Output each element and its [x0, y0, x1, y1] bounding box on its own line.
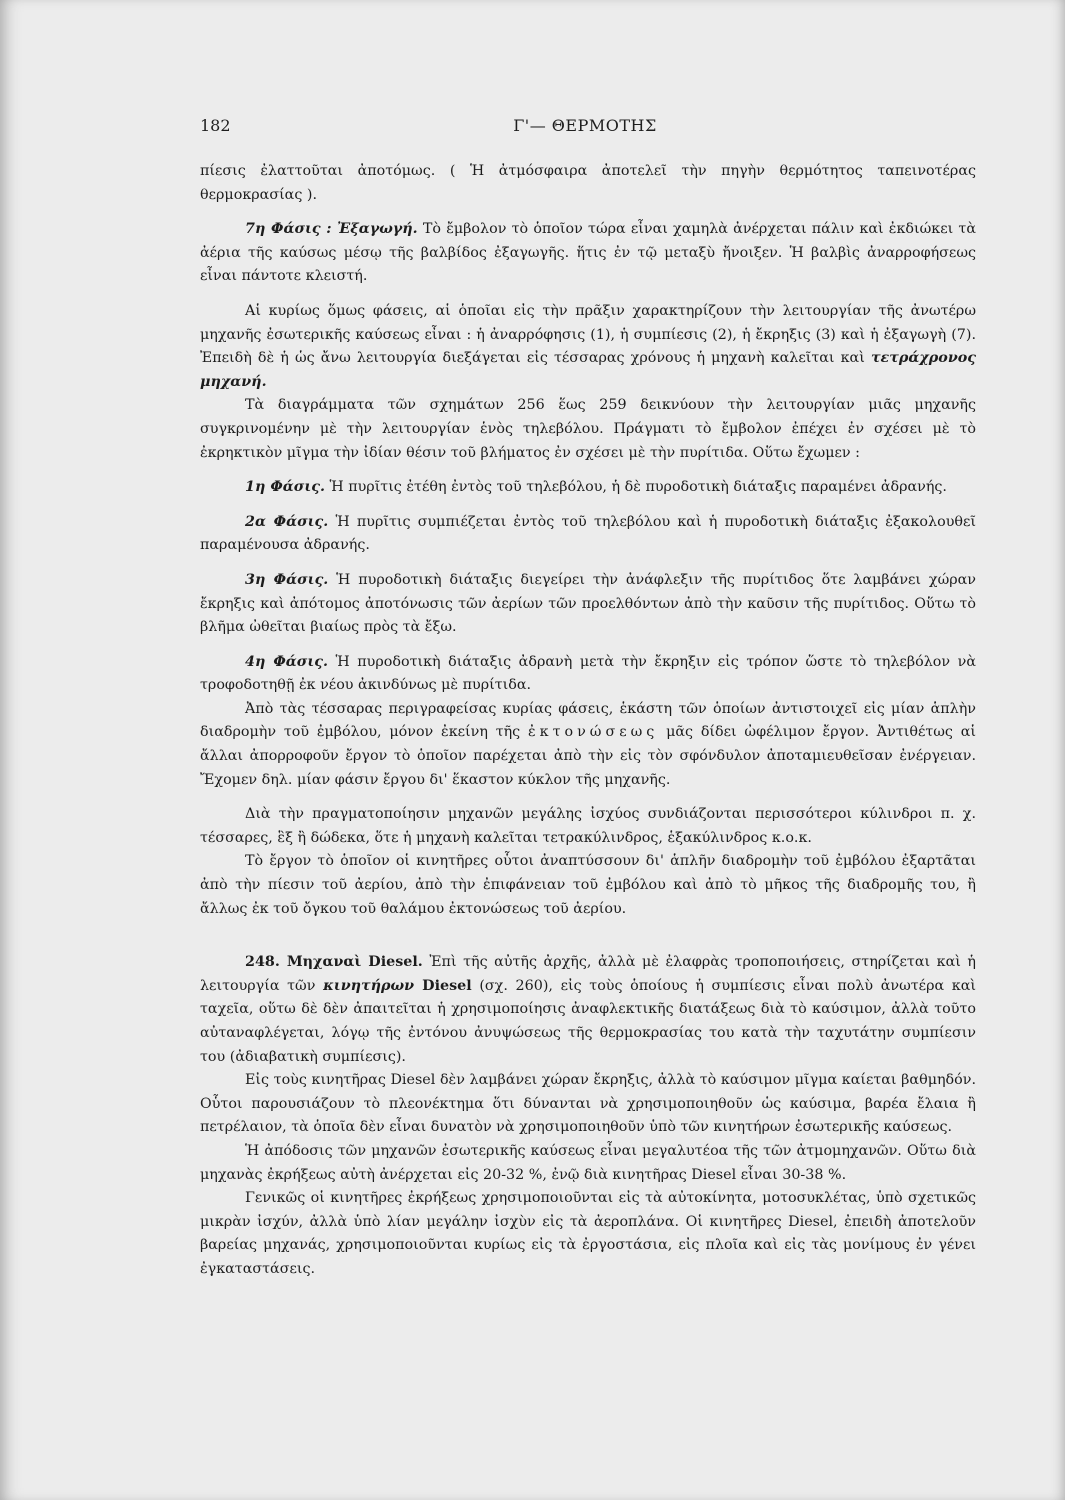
- paragraph-text: Ἡ πυροδοτικὴ διάταξις ἀδρανὴ μετὰ τὴν ἔκρηξιν εἰς τρόπον ὥστε τὸ τηλεβόλον νὰ τροφοδοτηθῇ ἐκ νέου ἀκινδύνως μὲ πυρίτιδα.: [200, 653, 976, 694]
- spaced-emphasis: ἐκτονώσεως: [527, 724, 659, 741]
- paragraph-text: Τὰ διαγράμματα τῶν σχημάτων 256 ἕως 259 δεικνύουν τὴν λειτουργίαν μιᾶς μηχανῆς συγκρινομένην μὲ τὴν λειτουργίαν ἑνὸς τηλεβόλου. Πράγματι τὸ ἔμβολον ἐπέχει ἐν σχέσει μὲ τὸ ἐκρηκτικὸν μῖγμα τὴν ἰδίαν θέσιν τοῦ βλήματος ἐν σχέσει μὲ τὴν πυρίτιδα. Οὕτω ἔχωμεν :: [200, 397, 976, 461]
- phase-heading: 2α Φάσις.: [245, 513, 329, 530]
- phase-heading: 7η Φάσις : Ἐξαγωγή.: [245, 221, 418, 238]
- paragraph: [200, 300, 976, 394]
- paragraph-text: Ἀπὸ τὰς τέσσαρας περιγραφείσας κυρίας φάσεις, ἑκάστη τῶν ὁποίων ἀντιστοιχεῖ εἰς μίαν ἁπλὴν διαδρομὴν τοῦ ἐμβόλου, μόνον ἐκείνη τῆς: [200, 700, 976, 741]
- paragraph-text: Γενικῶς οἱ κινητῆρες ἐκρήξεως χρησιμοποιοῦνται εἰς τὰ αὐτοκίνητα, μοτοσυκλέτας, ὑπὸ σχετικῶς μικρὰν ἰσχύν, ἀλλὰ ὑπὸ λίαν μεγάλην ἰσχὺν εἰς τὰ ἀεροπλάνα. Οἱ κινητῆρες Diesel, ἐπειδὴ ἀποτελοῦν βαρείας μηχανάς, χρησιμοποιοῦνται κυρίως εἰς τὰ ἐργοστάσια, εἰς πλοῖα καὶ εἰς τὰς μονίμους ἐν γένει ἐγκαταστάσεις.: [200, 1190, 976, 1277]
- paragraph: [200, 1069, 976, 1140]
- paragraph-text: πίεσις ἐλαττοῦται ἀποτόμως. ( Ἡ ἀτμόσφαιρα ἀποτελεῖ τὴν πηγὴν θερμότητος ταπεινοτέρας θερμοκρασίας ).: [200, 163, 976, 203]
- paragraph-text: μᾶς δίδει ὠφέλιμον ἔργον. Ἀντιθέτως αἱ ἄλλαι ἀπορροφοῦν ἔργον τὸ ὁποῖον παρέχεται ἀπὸ τὴν εἰς τὸν σφόνδυλον ἀποταμιευθεῖσαν ἐνέργειαν. Ἔχομεν δηλ. μίαν φάσιν ἔργου δι' ἕκαστον κύκλον τῆς μηχανῆς.: [200, 724, 976, 788]
- paragraph: [200, 1140, 976, 1187]
- paragraph-text: Αἱ κυρίως ὅμως φάσεις, αἱ ὁποῖαι εἰς τὴν πρᾶξιν χαρακτηρίζουν τὴν λειτουργίαν τῆς ἀνωτέρω μηχανῆς ἐσωτερικῆς καύσεως εἶναι : ἡ ἀναρρόφησις (1), ἡ συμπίεσις (2), ἡ ἔκρηξις (3) καὶ ἡ ἐξαγωγὴ (7). Ἐπειδὴ δὲ ἡ ὡς ἄνω λειτουργία διεξάγεται εἰς τέσσαρας χρόνους ἡ μηχανὴ καλεῖται καὶ: [200, 302, 976, 367]
- page-number: 182: [200, 116, 231, 135]
- term-emphasis: τετράχρονος μηχανή.: [200, 350, 976, 390]
- paragraph-phase-4: [200, 651, 976, 698]
- phase-heading: 1η Φάσις.: [245, 479, 325, 496]
- section-title: Μηχαναὶ Diesel.: [279, 954, 423, 971]
- paragraph: [200, 850, 976, 921]
- body-text: [200, 160, 976, 1282]
- phase-heading: 3η Φάσις.: [245, 571, 329, 588]
- paragraph: [200, 394, 976, 465]
- phase-heading: 4η Φάσις.: [245, 653, 328, 670]
- paragraph-text: Ἡ πυρῖτις συμπιέζεται ἐντὸς τοῦ τηλεβόλου καὶ ἡ πυροδοτικὴ διάταξις ἐξακολουθεῖ παραμένουσα ἀδρανής.: [200, 513, 977, 554]
- paragraph-text: Τὸ ἔμβολον τὸ ὁποῖον τώρα εἶναι χαμηλὰ ἀνέρχεται πάλιν καὶ ἐκδιώκει τὰ ἀέρια τῆς καύσως μέσῳ τῆς βαλβίδος ἐξαγωγῆς. ἥτις ἐν τῷ μεταξὺ ἤνοιξεν. Ἡ βαλβὶς ἀναρροφήσεως εἶναι πάντοτε κλειστή.: [200, 221, 976, 285]
- section-248: [200, 951, 976, 1069]
- paragraph-phase-3: [200, 569, 976, 640]
- paragraph-phase-1: [200, 476, 976, 500]
- paragraph: [200, 1187, 976, 1281]
- paragraph: [200, 160, 976, 207]
- paragraph-text: Τὸ ἔργον τὸ ὁποῖον οἱ κινητῆρες οὗτοι ἀναπτύσσουν δι' ἁπλῆν διαδρομὴν τοῦ ἐμβόλου ἐξαρτᾶται ἀπὸ τὴν πίεσιν τοῦ ἀερίου, ἀπὸ τὴν ἐπιφάνειαν τοῦ ἐμβόλου καὶ ἀπὸ τὸ μῆκος τῆς διαδρομῆς του, ἢ ἄλλως ἐκ τοῦ ὄγκου τοῦ θαλάμου ἐκτονώσεως τοῦ ἀερίου.: [200, 853, 976, 917]
- paragraph: [200, 698, 976, 792]
- paragraph-text: Εἰς τοὺς κινητῆρας Diesel δὲν λαμβάνει χώραν ἔκρηξις, ἀλλὰ τὸ καύσιμον μῖγμα καίεται βαθμηδόν. Οὗτοι παρουσιάζουν τὸ πλεονέκτημα ὅτι δύνανται νὰ χρησιμοποιηθοῦν ὡς καύσιμα, βαρέα ἔλαια ἢ πετρέλαιον, τὰ ὁποῖα δὲν εἶναι δυνατὸν νὰ χρησιμοποιηθοῦν ὑπὸ τῶν κινητήρων ἐσωτερικῆς καύσεως.: [200, 1072, 976, 1136]
- term-emphasis: κινητήρων: [323, 977, 415, 994]
- page-header: [200, 116, 970, 142]
- section-number: 248.: [245, 954, 280, 971]
- term-diesel: Diesel: [414, 977, 472, 994]
- running-head: Γ'— ΘΕΡΜΟΤΗΣ: [513, 116, 657, 135]
- paragraph-text: Ἐπὶ τῆς αὐτῆς ἀρχῆς, ἀλλὰ μὲ ἐλαφρὰς τροποποιήσεις, στηρίζεται καὶ ἡ λειτουργία τῶν: [200, 954, 976, 994]
- paragraph-text: Διὰ τὴν πραγματοποίησιν μηχανῶν μεγάλης ἰσχύος συνδιάζονται περισσότεροι κύλινδροι π. χ. τέσσαρες, ἓξ ἢ δώδεκα, ὅτε ἡ μηχανὴ καλεῖται τετρακύλινδρος, ἑξακύλινδρος κ.ο.κ.: [200, 806, 976, 846]
- paragraph-text: Ἡ ἀπόδοσις τῶν μηχανῶν ἐσωτερικῆς καύσεως εἶναι μεγαλυτέοα τῆς τῶν ἀτμομηχανῶν. Οὕτω διὰ μηχανὰς ἐκρήξεως αὐτὴ ἀνέρχεται εἰς 20-32 %, ἐνῷ διὰ κινητῆρας Diesel εἶναι 30-38 %.: [200, 1142, 976, 1183]
- paragraph-phase-2: [200, 511, 976, 558]
- paragraph-text: Ἡ πυροδοτικὴ διάταξις διεγείρει τὴν ἀνάφλεξιν τῆς πυρίτιδος ὅτε λαμβάνει χώραν ἔκρηξις καὶ ἀπότομος ἀποτόνωσις τῶν ἀερίων τῶν προελθόντων ἀπὸ τὴν καῦσιν τῆς πυρίτιδος. Οὕτω τὸ βλῆμα ὠθεῖται βιαίως πρὸς τὰ ἔξω.: [200, 571, 977, 636]
- paragraph-text: Ἡ πυρῖτις ἐτέθη ἐντὸς τοῦ τηλεβόλου, ἡ δὲ πυροδοτικὴ διάταξις παραμένει ἀδρανής.: [324, 479, 947, 496]
- paragraph-text: (σχ. 260), εἰς τοὺς ὁποίους ἡ συμπίεσις εἶναι πολὺ ἀνωτέρα καὶ ταχεῖα, οὕτω δὲ δὲν ἀπαιτεῖται ἡ χρησιμοποίησις ἀναφλεκτικῆς διατάξεως διὰ τὸ καύσιμον, ἀλλὰ τοῦτο αὐταναφλέγεται, λόγῳ τῆς ἐντόνου ἀνυψώσεως τῆς θερμοκρασίας του κατὰ τὴν ταχυτάτην συμπίεσιν του (ἀδιαβατικὴ συμπίεσις).: [200, 977, 977, 1065]
- paragraph-phase-7: [200, 218, 976, 289]
- paragraph: [200, 803, 976, 850]
